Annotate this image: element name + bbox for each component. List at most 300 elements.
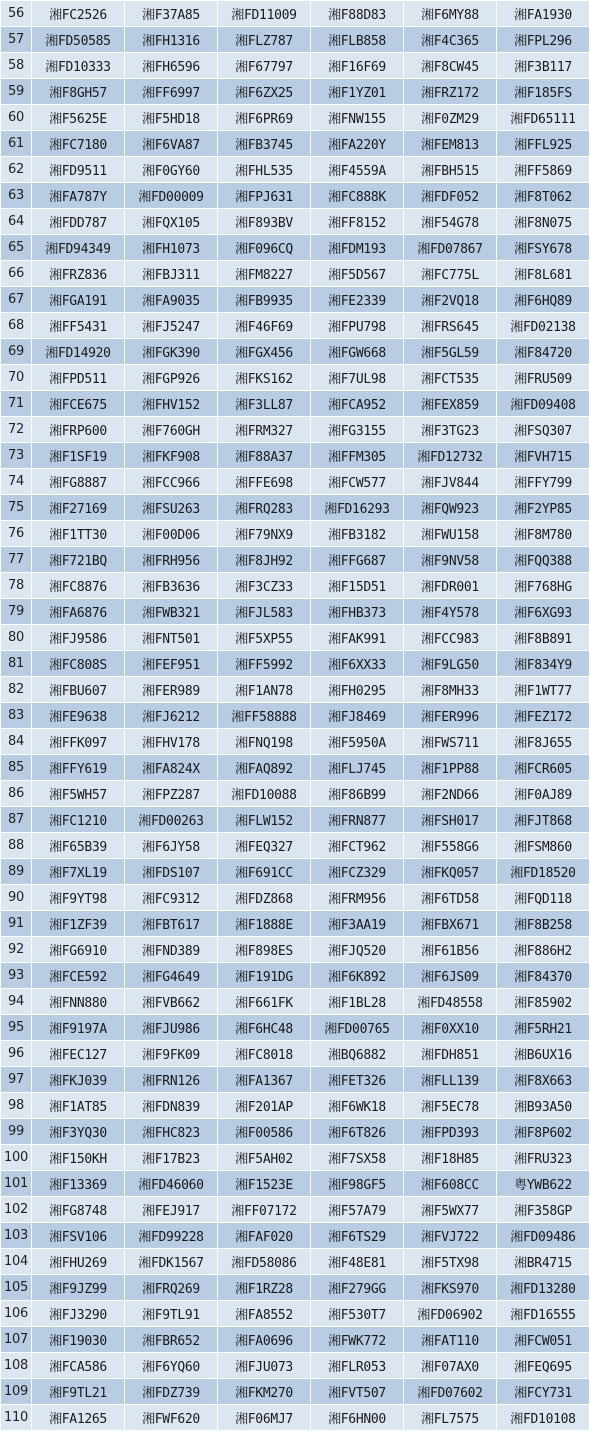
row-number[interactable]: 74: [1, 469, 32, 495]
row-number[interactable]: 110: [1, 1405, 32, 1431]
plate-cell[interactable]: 湘F84720: [497, 339, 589, 365]
plate-cell[interactable]: 湘F6PR69: [218, 105, 311, 131]
row-number[interactable]: 98: [1, 1093, 32, 1119]
plate-cell[interactable]: 湘F8JH92: [218, 547, 311, 573]
row-number[interactable]: 59: [1, 79, 32, 105]
plate-cell[interactable]: 湘FJ5247: [125, 313, 218, 339]
plate-cell[interactable]: 湘FA220Y: [311, 131, 404, 157]
plate-cell[interactable]: 湘F691CC: [218, 859, 311, 885]
plate-cell[interactable]: 湘F834Y9: [497, 651, 589, 677]
plate-cell[interactable]: 湘FD09486: [497, 1223, 589, 1249]
plate-cell[interactable]: 湘F1YZ01: [311, 79, 404, 105]
row-number[interactable]: 57: [1, 27, 32, 53]
row-number[interactable]: 107: [1, 1327, 32, 1353]
plate-cell[interactable]: 湘F1WT77: [497, 677, 589, 703]
plate-cell[interactable]: 湘FRP600: [32, 417, 125, 443]
plate-cell[interactable]: 湘FD65111: [497, 105, 589, 131]
plate-cell[interactable]: 湘F6TS29: [311, 1223, 404, 1249]
plate-cell[interactable]: 湘F5AH02: [218, 1145, 311, 1171]
plate-cell[interactable]: 湘FNN880: [32, 989, 125, 1015]
plate-cell[interactable]: 湘FD58086: [218, 1249, 311, 1275]
plate-cell[interactable]: 湘FA9035: [125, 287, 218, 313]
row-number[interactable]: 104: [1, 1249, 32, 1275]
plate-cell[interactable]: 湘F279GG: [311, 1275, 404, 1301]
plate-cell[interactable]: 湘FCR605: [497, 755, 589, 781]
plate-cell[interactable]: 湘FF5992: [218, 651, 311, 677]
plate-cell[interactable]: 湘FF8152: [311, 209, 404, 235]
plate-cell[interactable]: 湘F2ND66: [404, 781, 497, 807]
plate-cell[interactable]: 湘FWF620: [125, 1405, 218, 1431]
row-number[interactable]: 108: [1, 1353, 32, 1379]
row-number[interactable]: 109: [1, 1379, 32, 1405]
plate-cell[interactable]: 湘FSQ307: [497, 417, 589, 443]
plate-cell[interactable]: 湘F7UL98: [311, 365, 404, 391]
plate-cell[interactable]: 湘FQD118: [497, 885, 589, 911]
row-number[interactable]: 86: [1, 781, 32, 807]
plate-cell[interactable]: 湘F5RH21: [497, 1015, 589, 1041]
plate-cell[interactable]: 湘F67797: [218, 53, 311, 79]
plate-cell[interactable]: 湘F608CC: [404, 1171, 497, 1197]
plate-cell[interactable]: 湘FC7180: [32, 131, 125, 157]
plate-cell[interactable]: 湘FB3636: [125, 573, 218, 599]
row-number[interactable]: 88: [1, 833, 32, 859]
plate-cell[interactable]: 湘F37A85: [125, 1, 218, 27]
plate-cell[interactable]: 湘FBX671: [404, 911, 497, 937]
plate-cell[interactable]: 湘FF6997: [125, 79, 218, 105]
row-number[interactable]: 73: [1, 443, 32, 469]
plate-cell[interactable]: 湘FPL296: [497, 27, 589, 53]
plate-cell[interactable]: 湘FAF020: [218, 1223, 311, 1249]
plate-cell[interactable]: 湘F98GF5: [311, 1171, 404, 1197]
plate-cell[interactable]: 湘F17B23: [125, 1145, 218, 1171]
plate-cell[interactable]: 湘F6XX33: [311, 651, 404, 677]
row-number[interactable]: 106: [1, 1301, 32, 1327]
plate-cell[interactable]: 湘F5EC78: [404, 1093, 497, 1119]
plate-cell[interactable]: 湘FDK1567: [125, 1249, 218, 1275]
plate-cell[interactable]: 湘F9FK09: [125, 1041, 218, 1067]
plate-cell[interactable]: 湘F5950A: [311, 729, 404, 755]
plate-cell[interactable]: 湘FLL139: [404, 1067, 497, 1093]
plate-cell[interactable]: 湘FER996: [404, 703, 497, 729]
plate-cell[interactable]: 湘BR4715: [497, 1249, 589, 1275]
plate-cell[interactable]: 湘FD50585: [32, 27, 125, 53]
plate-cell[interactable]: 湘F00586: [218, 1119, 311, 1145]
plate-cell[interactable]: 湘FWK772: [311, 1327, 404, 1353]
plate-cell[interactable]: 湘FDM193: [311, 235, 404, 261]
plate-cell[interactable]: 湘FA787Y: [32, 183, 125, 209]
plate-cell[interactable]: 湘F6HC48: [218, 1015, 311, 1041]
plate-cell[interactable]: 湘FG8748: [32, 1197, 125, 1223]
plate-cell[interactable]: 湘F3AA19: [311, 911, 404, 937]
plate-cell[interactable]: 湘FSM860: [497, 833, 589, 859]
plate-cell[interactable]: 湘FCA952: [311, 391, 404, 417]
plate-cell[interactable]: 湘F4Y578: [404, 599, 497, 625]
plate-cell[interactable]: 湘FD06902: [404, 1301, 497, 1327]
plate-cell[interactable]: 湘F19030: [32, 1327, 125, 1353]
plate-cell[interactable]: 湘FC8876: [32, 573, 125, 599]
row-number[interactable]: 89: [1, 859, 32, 885]
plate-cell[interactable]: 湘F3TG23: [404, 417, 497, 443]
plate-cell[interactable]: 湘F18H85: [404, 1145, 497, 1171]
plate-cell[interactable]: 湘F3YQ30: [32, 1119, 125, 1145]
plate-cell[interactable]: 湘F88A37: [218, 443, 311, 469]
plate-cell[interactable]: 湘FKJ039: [32, 1067, 125, 1093]
plate-cell[interactable]: 湘F3B117: [497, 53, 589, 79]
plate-cell[interactable]: 湘FCT962: [311, 833, 404, 859]
plate-cell[interactable]: 湘FC1210: [32, 807, 125, 833]
plate-cell[interactable]: 湘FLB858: [311, 27, 404, 53]
plate-cell[interactable]: 湘FD10088: [218, 781, 311, 807]
plate-cell[interactable]: 湘FAK991: [311, 625, 404, 651]
plate-cell[interactable]: 湘F5D567: [311, 261, 404, 287]
plate-cell[interactable]: 湘F096CQ: [218, 235, 311, 261]
plate-cell[interactable]: 湘FFL925: [497, 131, 589, 157]
plate-cell[interactable]: 湘FCE675: [32, 391, 125, 417]
plate-cell[interactable]: 湘FHB373: [311, 599, 404, 625]
plate-cell[interactable]: 湘F661FK: [218, 989, 311, 1015]
plate-cell[interactable]: 湘FVB662: [125, 989, 218, 1015]
plate-cell[interactable]: 湘FWU158: [404, 521, 497, 547]
plate-cell[interactable]: 湘FBJ311: [125, 261, 218, 287]
plate-cell[interactable]: 湘FPU798: [311, 313, 404, 339]
row-number[interactable]: 77: [1, 547, 32, 573]
plate-cell[interactable]: 湘F9YT98: [32, 885, 125, 911]
plate-cell[interactable]: 湘FJ9586: [32, 625, 125, 651]
plate-cell[interactable]: 湘FC775L: [404, 261, 497, 287]
plate-cell[interactable]: 湘FB3745: [218, 131, 311, 157]
plate-cell[interactable]: 湘F201AP: [218, 1093, 311, 1119]
plate-cell[interactable]: 湘FFM305: [311, 443, 404, 469]
row-number[interactable]: 64: [1, 209, 32, 235]
plate-cell[interactable]: 湘FC9312: [125, 885, 218, 911]
plate-cell[interactable]: 湘FNT501: [125, 625, 218, 651]
plate-cell[interactable]: 湘FG8887: [32, 469, 125, 495]
plate-cell[interactable]: 湘FQX105: [125, 209, 218, 235]
plate-cell[interactable]: 湘F1ZF39: [32, 911, 125, 937]
plate-cell[interactable]: 湘F5XP55: [218, 625, 311, 651]
plate-cell[interactable]: 湘F6JY58: [125, 833, 218, 859]
plate-cell[interactable]: 湘FM8227: [218, 261, 311, 287]
row-number[interactable]: 84: [1, 729, 32, 755]
plate-cell[interactable]: 湘FRS645: [404, 313, 497, 339]
plate-cell[interactable]: 湘FQQ388: [497, 547, 589, 573]
plate-cell[interactable]: 湘FAT110: [404, 1327, 497, 1353]
plate-cell[interactable]: 湘F6HQ89: [497, 287, 589, 313]
plate-cell[interactable]: 湘FDZ868: [218, 885, 311, 911]
row-number[interactable]: 96: [1, 1041, 32, 1067]
plate-cell[interactable]: 湘FJ6212: [125, 703, 218, 729]
plate-cell[interactable]: 湘FQW923: [404, 495, 497, 521]
plate-cell[interactable]: 湘F721BQ: [32, 547, 125, 573]
row-number[interactable]: 63: [1, 183, 32, 209]
plate-cell[interactable]: 湘F79NX9: [218, 521, 311, 547]
plate-cell[interactable]: 湘FEJ917: [125, 1197, 218, 1223]
plate-cell[interactable]: 湘F0GY60: [125, 157, 218, 183]
plate-cell[interactable]: 湘FD07602: [404, 1379, 497, 1405]
plate-cell[interactable]: 湘F85902: [497, 989, 589, 1015]
row-number[interactable]: 95: [1, 1015, 32, 1041]
plate-cell[interactable]: 湘F558G6: [404, 833, 497, 859]
plate-cell[interactable]: 湘FRZ836: [32, 261, 125, 287]
plate-cell[interactable]: 湘FSY678: [497, 235, 589, 261]
plate-cell[interactable]: 湘F1BL28: [311, 989, 404, 1015]
plate-cell[interactable]: 湘FJV844: [404, 469, 497, 495]
plate-cell[interactable]: 湘FJU073: [218, 1353, 311, 1379]
row-number[interactable]: 94: [1, 989, 32, 1015]
row-number[interactable]: 56: [1, 1, 32, 27]
plate-cell[interactable]: 湘FD16555: [497, 1301, 589, 1327]
row-number[interactable]: 69: [1, 339, 32, 365]
plate-cell[interactable]: 湘F6JS09: [404, 963, 497, 989]
plate-cell[interactable]: 湘F185FS: [497, 79, 589, 105]
row-number[interactable]: 99: [1, 1119, 32, 1145]
plate-cell[interactable]: 湘FJQ520: [311, 937, 404, 963]
plate-cell[interactable]: 湘FD00263: [125, 807, 218, 833]
plate-cell[interactable]: 湘FND389: [125, 937, 218, 963]
row-number[interactable]: 87: [1, 807, 32, 833]
plate-cell[interactable]: 湘FGP926: [125, 365, 218, 391]
plate-cell[interactable]: 湘F8X663: [497, 1067, 589, 1093]
plate-cell[interactable]: 湘FPZ287: [125, 781, 218, 807]
row-number[interactable]: 100: [1, 1145, 32, 1171]
plate-cell[interactable]: 湘FRM327: [218, 417, 311, 443]
plate-cell[interactable]: 湘FDD787: [32, 209, 125, 235]
plate-cell[interactable]: 湘F9JZ99: [32, 1275, 125, 1301]
plate-cell[interactable]: 湘FWS711: [404, 729, 497, 755]
plate-cell[interactable]: 湘F9LG50: [404, 651, 497, 677]
row-number[interactable]: 58: [1, 53, 32, 79]
row-number[interactable]: 60: [1, 105, 32, 131]
plate-cell[interactable]: 湘F8M780: [497, 521, 589, 547]
plate-cell[interactable]: 湘FVT507: [311, 1379, 404, 1405]
plate-cell[interactable]: 湘FD11009: [218, 1, 311, 27]
plate-cell[interactable]: 湘FFE698: [218, 469, 311, 495]
plate-cell[interactable]: 湘FC808S: [32, 651, 125, 677]
plate-cell[interactable]: 湘F00D06: [125, 521, 218, 547]
plate-cell[interactable]: 湘FKQ057: [404, 859, 497, 885]
plate-cell[interactable]: 湘F9TL91: [125, 1301, 218, 1327]
row-number[interactable]: 71: [1, 391, 32, 417]
plate-cell[interactable]: 湘FDZ739: [125, 1379, 218, 1405]
plate-cell[interactable]: 湘FFY799: [497, 469, 589, 495]
plate-cell[interactable]: 湘FRM956: [311, 885, 404, 911]
plate-cell[interactable]: 湘FE9638: [32, 703, 125, 729]
plate-cell[interactable]: 湘F1AN78: [218, 677, 311, 703]
plate-cell[interactable]: 湘FBU607: [32, 677, 125, 703]
plate-cell[interactable]: 湘FHC823: [125, 1119, 218, 1145]
plate-cell[interactable]: 湘FH1073: [125, 235, 218, 261]
row-number[interactable]: 105: [1, 1275, 32, 1301]
plate-cell[interactable]: 湘FF58888: [218, 703, 311, 729]
plate-cell[interactable]: 湘F6T826: [311, 1119, 404, 1145]
plate-cell[interactable]: 湘FH0295: [311, 677, 404, 703]
row-number[interactable]: 80: [1, 625, 32, 651]
plate-cell[interactable]: 湘F0AJ89: [497, 781, 589, 807]
plate-cell[interactable]: 湘FG6910: [32, 937, 125, 963]
plate-cell[interactable]: 湘F8GH57: [32, 79, 125, 105]
plate-cell[interactable]: 湘FJ3290: [32, 1301, 125, 1327]
plate-cell[interactable]: 湘FCT535: [404, 365, 497, 391]
plate-cell[interactable]: 湘FD09408: [497, 391, 589, 417]
plate-cell[interactable]: 湘F6YQ60: [125, 1353, 218, 1379]
plate-cell[interactable]: 湘B6UX16: [497, 1041, 589, 1067]
plate-cell[interactable]: 湘F9197A: [32, 1015, 125, 1041]
row-number[interactable]: 97: [1, 1067, 32, 1093]
plate-cell[interactable]: 湘F1523E: [218, 1171, 311, 1197]
plate-cell[interactable]: 湘FDR001: [404, 573, 497, 599]
plate-cell[interactable]: 湘F06MJ7: [218, 1405, 311, 1431]
plate-cell[interactable]: 湘F1888E: [218, 911, 311, 937]
plate-cell[interactable]: 湘F8MH33: [404, 677, 497, 703]
plate-cell[interactable]: 湘FCA586: [32, 1353, 125, 1379]
plate-cell[interactable]: 湘FD07867: [404, 235, 497, 261]
plate-cell[interactable]: 湘FWB321: [125, 599, 218, 625]
plate-cell[interactable]: 湘FE2339: [311, 287, 404, 313]
plate-cell[interactable]: 湘FDS107: [125, 859, 218, 885]
plate-cell[interactable]: 湘F8N075: [497, 209, 589, 235]
plate-cell[interactable]: 湘FKS162: [218, 365, 311, 391]
plate-cell[interactable]: 湘FA1930: [497, 1, 589, 27]
plate-cell[interactable]: 湘F8L681: [497, 261, 589, 287]
plate-cell[interactable]: 湘FDH851: [404, 1041, 497, 1067]
plate-cell[interactable]: 湘B93A50: [497, 1093, 589, 1119]
plate-cell[interactable]: 湘F893BV: [218, 209, 311, 235]
plate-cell[interactable]: 湘F6TD58: [404, 885, 497, 911]
plate-cell[interactable]: 湘F768HG: [497, 573, 589, 599]
row-number[interactable]: 103: [1, 1223, 32, 1249]
plate-cell[interactable]: 湘FG4649: [125, 963, 218, 989]
plate-cell[interactable]: 湘FJ8469: [311, 703, 404, 729]
plate-cell[interactable]: 湘F2YP85: [497, 495, 589, 521]
plate-cell[interactable]: 湘FCC983: [404, 625, 497, 651]
plate-cell[interactable]: 湘FBR652: [125, 1327, 218, 1353]
plate-cell[interactable]: 湘FCW051: [497, 1327, 589, 1353]
plate-cell[interactable]: 湘FB3182: [311, 521, 404, 547]
plate-cell[interactable]: 湘FD00009: [125, 183, 218, 209]
plate-cell[interactable]: 湘FD10333: [32, 53, 125, 79]
plate-cell[interactable]: 湘F6WK18: [311, 1093, 404, 1119]
plate-cell[interactable]: 湘FFY619: [32, 755, 125, 781]
plate-cell[interactable]: 湘F6MY88: [404, 1, 497, 27]
plate-cell[interactable]: 湘BQ6882: [311, 1041, 404, 1067]
plate-cell[interactable]: 湘F5625E: [32, 105, 125, 131]
plate-cell[interactable]: 湘FEM813: [404, 131, 497, 157]
plate-cell[interactable]: 湘FD48558: [404, 989, 497, 1015]
plate-cell[interactable]: 湘F15D51: [311, 573, 404, 599]
row-number[interactable]: 85: [1, 755, 32, 781]
row-number[interactable]: 101: [1, 1171, 32, 1197]
plate-cell[interactable]: 湘F6VA87: [125, 131, 218, 157]
plate-cell[interactable]: 湘FFG687: [311, 547, 404, 573]
plate-cell[interactable]: 湘F8CW45: [404, 53, 497, 79]
plate-cell[interactable]: 湘FD10108: [497, 1405, 589, 1431]
plate-cell[interactable]: 粤YWB622: [497, 1171, 589, 1197]
plate-cell[interactable]: 湘FJU986: [125, 1015, 218, 1041]
plate-cell[interactable]: 湘FGX456: [218, 339, 311, 365]
plate-cell[interactable]: 湘FRU323: [497, 1145, 589, 1171]
plate-cell[interactable]: 湘FRQ283: [218, 495, 311, 521]
row-number[interactable]: 75: [1, 495, 32, 521]
plate-cell[interactable]: 湘FHU269: [32, 1249, 125, 1275]
plate-cell[interactable]: 湘FSV106: [32, 1223, 125, 1249]
plate-cell[interactable]: 湘F760GH: [125, 417, 218, 443]
plate-cell[interactable]: 湘F8T062: [497, 183, 589, 209]
plate-cell[interactable]: 湘FD18520: [497, 859, 589, 885]
plate-cell[interactable]: 湘FAQ892: [218, 755, 311, 781]
plate-cell[interactable]: 湘FVH715: [497, 443, 589, 469]
plate-cell[interactable]: 湘FER989: [125, 677, 218, 703]
plate-cell[interactable]: 湘FF07172: [218, 1197, 311, 1223]
row-number[interactable]: 82: [1, 677, 32, 703]
plate-cell[interactable]: 湘F1AT85: [32, 1093, 125, 1119]
plate-cell[interactable]: 湘F88D83: [311, 1, 404, 27]
plate-cell[interactable]: 湘FA6876: [32, 599, 125, 625]
row-number[interactable]: 61: [1, 131, 32, 157]
plate-cell[interactable]: 湘FKM270: [218, 1379, 311, 1405]
plate-cell[interactable]: 湘FFK097: [32, 729, 125, 755]
plate-cell[interactable]: 湘FL7575: [404, 1405, 497, 1431]
plate-cell[interactable]: 湘F6XG93: [497, 599, 589, 625]
plate-cell[interactable]: 湘FHV152: [125, 391, 218, 417]
plate-cell[interactable]: 湘F4559A: [311, 157, 404, 183]
row-number[interactable]: 76: [1, 521, 32, 547]
plate-cell[interactable]: 湘FPD511: [32, 365, 125, 391]
plate-cell[interactable]: 湘FRN877: [311, 807, 404, 833]
plate-cell[interactable]: 湘F0XX10: [404, 1015, 497, 1041]
plate-cell[interactable]: 湘FEC127: [32, 1041, 125, 1067]
plate-cell[interactable]: 湘FLZ787: [218, 27, 311, 53]
row-number[interactable]: 90: [1, 885, 32, 911]
plate-cell[interactable]: 湘FPJ631: [218, 183, 311, 209]
plate-cell[interactable]: 湘F27169: [32, 495, 125, 521]
plate-cell[interactable]: 湘FD94349: [32, 235, 125, 261]
plate-cell[interactable]: 湘F8B891: [497, 625, 589, 651]
row-number[interactable]: 65: [1, 235, 32, 261]
plate-cell[interactable]: 湘F6HN00: [311, 1405, 404, 1431]
plate-cell[interactable]: 湘FHL535: [218, 157, 311, 183]
plate-cell[interactable]: 湘FA824X: [125, 755, 218, 781]
plate-cell[interactable]: 湘F8B258: [497, 911, 589, 937]
plate-cell[interactable]: 湘FC8018: [218, 1041, 311, 1067]
plate-cell[interactable]: 湘FD12732: [404, 443, 497, 469]
plate-cell[interactable]: 湘F5HD18: [125, 105, 218, 131]
plate-cell[interactable]: 湘FVJ722: [404, 1223, 497, 1249]
row-number[interactable]: 81: [1, 651, 32, 677]
plate-cell[interactable]: 湘F530T7: [311, 1301, 404, 1327]
plate-cell[interactable]: 湘F61B56: [404, 937, 497, 963]
plate-cell[interactable]: 湘FLR053: [311, 1353, 404, 1379]
row-number[interactable]: 93: [1, 963, 32, 989]
plate-cell[interactable]: 湘F6K892: [311, 963, 404, 989]
plate-cell[interactable]: 湘F46F69: [218, 313, 311, 339]
plate-cell[interactable]: 湘F1PP88: [404, 755, 497, 781]
row-number[interactable]: 72: [1, 417, 32, 443]
plate-cell[interactable]: 湘FBT617: [125, 911, 218, 937]
plate-cell[interactable]: 湘F150KH: [32, 1145, 125, 1171]
plate-cell[interactable]: 湘F3CZ33: [218, 573, 311, 599]
plate-cell[interactable]: 湘F7SX58: [311, 1145, 404, 1171]
plate-cell[interactable]: 湘FHV178: [125, 729, 218, 755]
plate-cell[interactable]: 湘FCY731: [497, 1379, 589, 1405]
row-number[interactable]: 102: [1, 1197, 32, 1223]
plate-cell[interactable]: 湘FRU509: [497, 365, 589, 391]
row-number[interactable]: 67: [1, 287, 32, 313]
plate-cell[interactable]: 湘F13369: [32, 1171, 125, 1197]
plate-cell[interactable]: 湘FNW155: [311, 105, 404, 131]
plate-cell[interactable]: 湘F5WH57: [32, 781, 125, 807]
plate-cell[interactable]: 湘FRZ172: [404, 79, 497, 105]
plate-cell[interactable]: 湘F1RZ28: [218, 1275, 311, 1301]
